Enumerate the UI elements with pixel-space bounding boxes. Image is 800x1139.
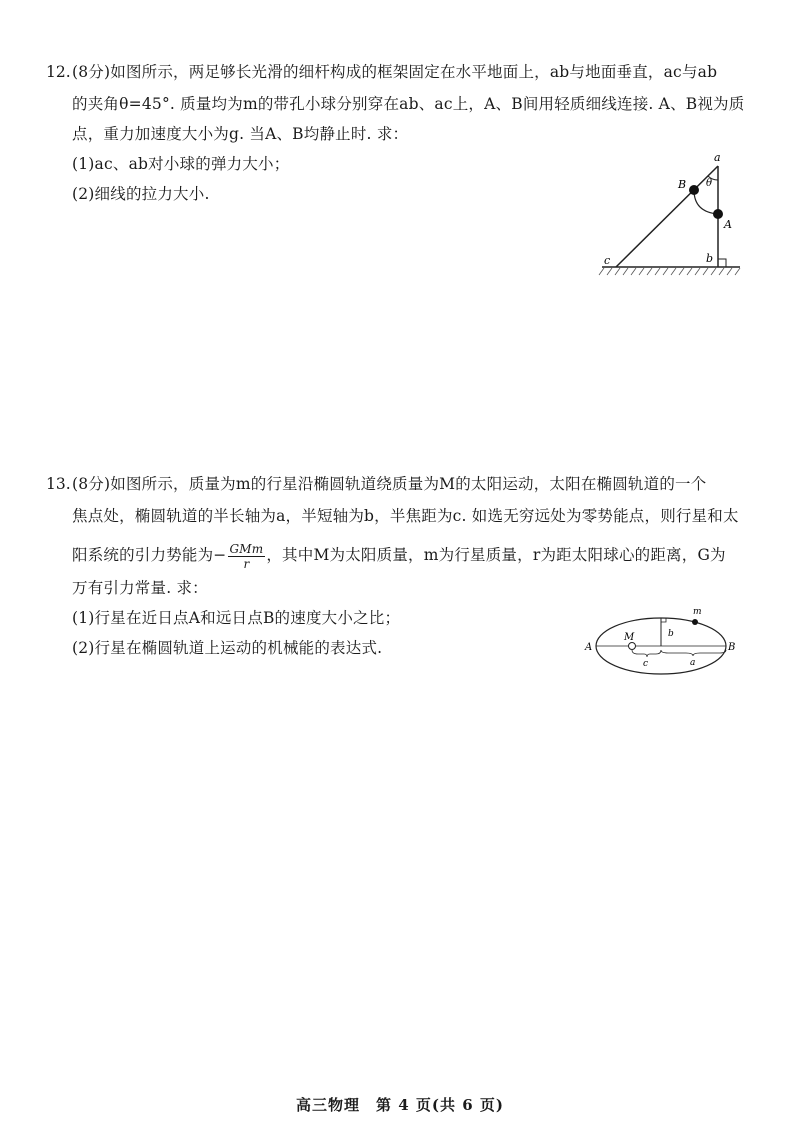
label-B: B (728, 642, 736, 653)
q13-number: 13. (46, 475, 71, 493)
q13-subquestion-1: (1)行星在近日点A和远日点B的速度大小之比； (72, 609, 401, 627)
label-A: A (724, 218, 732, 231)
label-m: m (693, 607, 702, 617)
label-B: B (678, 178, 687, 191)
label-b: b (706, 252, 714, 265)
q13-line-3-pre: 阳系统的引力势能为− (72, 546, 227, 564)
label-A: A (585, 642, 593, 653)
q13-subquestion-2: (2)行星在椭圆轨道上运动的机械能的表达式. (72, 639, 383, 657)
q13-line-3 (72, 538, 726, 572)
c-brace (632, 650, 661, 657)
label-b: b (668, 629, 674, 639)
right-angle-mark (718, 259, 726, 267)
label-c: c (604, 254, 611, 267)
q13-line-4: 万有引力常量. 求： (72, 579, 208, 597)
sun-M (629, 643, 636, 650)
q12-subquestion-1: (1)ac、ab对小球的弹力大小； (72, 155, 290, 173)
q13-figure (582, 598, 742, 680)
q13-line-1: (8分)如图所示，质量为m的行星沿椭圆轨道绕质量为M的太阳运动，太阳在椭圆轨道的一个 (72, 475, 707, 493)
page-footer: 高三物理 第 4 页(共 6 页) (296, 1096, 504, 1114)
label-M: M (624, 632, 635, 643)
a-brace (661, 650, 726, 656)
q13-line-3-post: ，其中M为太阳质量，m为行星质量，r为距太阳球心的距离，G为 (266, 546, 726, 564)
label-a: a (690, 658, 696, 668)
label-theta: θ (706, 178, 713, 189)
ball-A (713, 209, 723, 219)
q13-line-2: 焦点处，椭圆轨道的半长轴为a，半短轴为b，半焦距为c. 如选无穷远处为零势能点，则行星和太 (72, 507, 739, 525)
ground-hatching (599, 268, 740, 275)
q12-subquestion-2: (2)细线的拉力大小. (72, 185, 210, 203)
planet-m (692, 619, 698, 625)
rod-ac (616, 166, 718, 267)
q12-line-1: (8分)如图所示，两足够长光滑的细杆构成的框架固定在水平地面上，ab与地面垂直，ac与ab (72, 63, 718, 81)
string (694, 190, 718, 214)
potential-energy-fraction (228, 542, 266, 571)
fraction-denominator: r (243, 556, 250, 571)
fraction-numerator: GMm (229, 541, 264, 556)
label-c: c (643, 659, 649, 669)
q12-figure (590, 150, 750, 285)
q12-line-3: 点，重力加速度大小为g. 当A、B均静止时. 求： (72, 125, 409, 143)
label-a: a (714, 151, 721, 164)
q12-number: 12. (46, 63, 71, 81)
q12-line-2: 的夹角θ=45°. 质量均为m的带孔小球分别穿在ab、ac上，A、B间用轻质细线连接. A、B视为质 (72, 95, 745, 113)
ball-B (689, 185, 699, 195)
